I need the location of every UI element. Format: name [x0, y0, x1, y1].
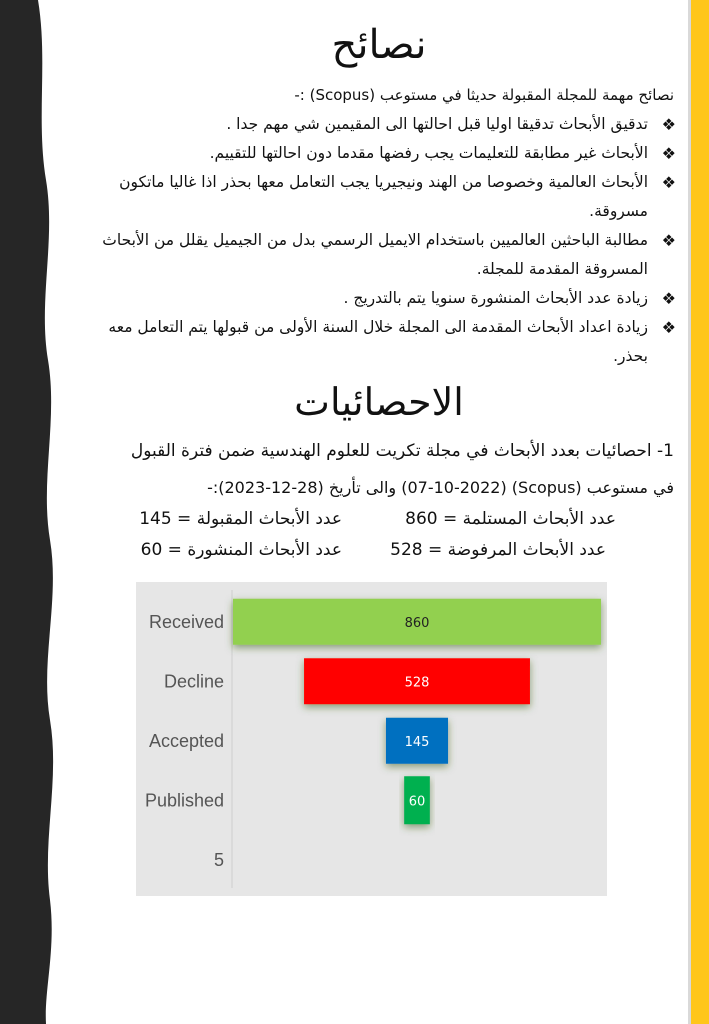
left-decorative-band — [0, 0, 70, 1024]
diamond-bullet-icon: ❖ — [661, 173, 676, 192]
diamond-bullet-icon: ❖ — [661, 318, 676, 337]
diamond-bullet-icon: ❖ — [661, 144, 676, 163]
category-label: Decline — [163, 671, 224, 692]
right-accent-band — [691, 0, 709, 1024]
tip-item: ❖ تدقيق الأبحاث تدقيقا اوليا قبل احالتها الى المقيمين شي مهم جدا . — [78, 110, 678, 139]
stats-heading-line1: 1- احصائيات بعدد الأبحاث في مجلة تكريت للعلوم الهندسية ضمن فترة القبول — [130, 441, 674, 461]
tips-intro: نصائح مهمة للمجلة المقبولة حديثا في مستوعب (Scopus) :- — [294, 86, 674, 104]
funnel-chart — [136, 582, 607, 896]
data-label: 528 — [404, 675, 430, 691]
declined-count: عدد الأبحاث المرفوضة = 528 — [390, 540, 606, 560]
funnel-chart-svg — [136, 582, 607, 896]
tips-title: نصائح — [331, 22, 427, 68]
tip-item: ❖ الأبحاث غير مطابقة للتعليمات يجب رفضها مقدما دون احالتها للتقييم. — [78, 139, 678, 168]
data-label: 860 — [404, 615, 430, 631]
category-label: Received — [148, 611, 224, 632]
tip-item: ❖ مطالبة الباحثين العالميين باستخدام الايميل الرسمي بدل من الجيميل يقلل من الأبحاث المسروقة المقدمة للمجلة. — [78, 226, 678, 284]
category-label: Accepted — [148, 730, 224, 751]
diamond-bullet-icon: ❖ — [661, 115, 676, 134]
diamond-bullet-icon: ❖ — [661, 289, 676, 308]
tip-item: ❖ زيادة اعداد الأبحاث المقدمة الى المجلة خلال السنة الأولى من قبولها يتم التعامل معه بحذر. — [78, 313, 678, 371]
received-count: عدد الأبحاث المستلمة = 860 — [405, 509, 616, 529]
accepted-count: عدد الأبحاث المقبولة = 145 — [139, 509, 342, 529]
stats-heading-line2: في مستوعب (Scopus) (07-10-2022) والى تأريخ (28-12-2023):- — [207, 478, 674, 497]
data-label: 145 — [404, 734, 430, 750]
published-count: عدد الأبحاث المنشورة = 60 — [140, 540, 342, 560]
tips-list — [78, 110, 678, 371]
stats-title: الاحصائيات — [294, 380, 464, 424]
tip-item: ❖ زيادة عدد الأبحاث المنشورة سنويا يتم بالتدريج . — [78, 284, 678, 313]
tip-item: ❖ الأبحاث العالمية وخصوصا من الهند ونيجيريا يجب التعامل معها بحذر اذا غاليا ماتكون مسروقة. — [78, 168, 678, 226]
category-label: Published — [144, 790, 224, 811]
data-label: 60 — [408, 794, 426, 810]
diamond-bullet-icon: ❖ — [661, 231, 676, 250]
category-label: 5 — [213, 849, 224, 870]
